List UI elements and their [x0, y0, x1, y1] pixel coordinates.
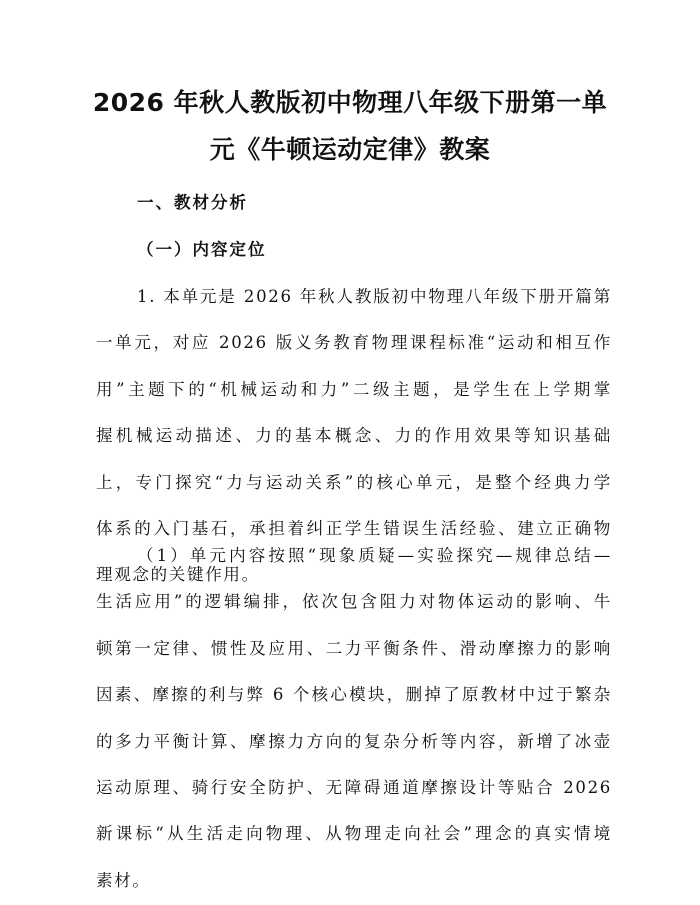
paragraph-line: 用”主题下的“机械运动和力”二级主题，是学生在上学期掌: [96, 379, 612, 399]
paragraph-line: 上，专门探究“力与运动关系”的核心单元，是整个经典力学: [96, 472, 612, 492]
paragraph-content-positioning: [96, 285, 612, 587]
paragraph-line: （1）单元内容按照“现象质疑—实验探究—规律总结—: [137, 546, 612, 565]
paragraph-line: 因素、摩擦的利与弊 6 个核心模块，删掉了原教材中过于繁杂: [96, 685, 612, 705]
paragraph-line: 体系的入门基石，承担着纠正学生错误生活经验、建立正确物: [96, 518, 612, 538]
paragraph-line: 顿第一定律、惯性及应用、二力平衡条件、滑动摩擦力的影响: [96, 638, 612, 658]
paragraph-line: 的多力平衡计算、摩擦力方向的复杂分析等内容，新增了冰壶: [96, 731, 612, 751]
paragraph-unit-arrangement: [96, 544, 612, 893]
paragraph-line: 1. 本单元是 2026 年秋人教版初中物理八年级下册开篇第: [137, 287, 612, 306]
paragraph-line: 新课标“从生活走向物理、从物理走向社会”理念的真实情境: [96, 824, 612, 844]
section-heading: 一、教材分析: [137, 193, 248, 212]
paragraph-line: 素材。: [96, 870, 151, 890]
paragraph-line: 运动原理、骑行安全防护、无障碍通道摩擦设计等贴合 2026: [96, 777, 612, 797]
paragraph-line: 理观念的关键作用。: [96, 565, 260, 585]
subsection-heading: （一）内容定位: [137, 240, 267, 259]
paragraph-line: 握机械运动描述、力的基本概念、力的作用效果等知识基础: [96, 426, 612, 446]
paragraph-line: 生活应用”的逻辑编排，依次包含阻力对物体运动的影响、牛: [96, 592, 612, 612]
document-title-line-1: 2026 年秋人教版初中物理八年级下册第一单: [92, 88, 608, 117]
document-title-line-2: 元《牛顿运动定律》教案: [209, 135, 491, 164]
paragraph-line: 一单元，对应 2026 版义务教育物理课程标准“运动和相互作: [96, 333, 612, 353]
